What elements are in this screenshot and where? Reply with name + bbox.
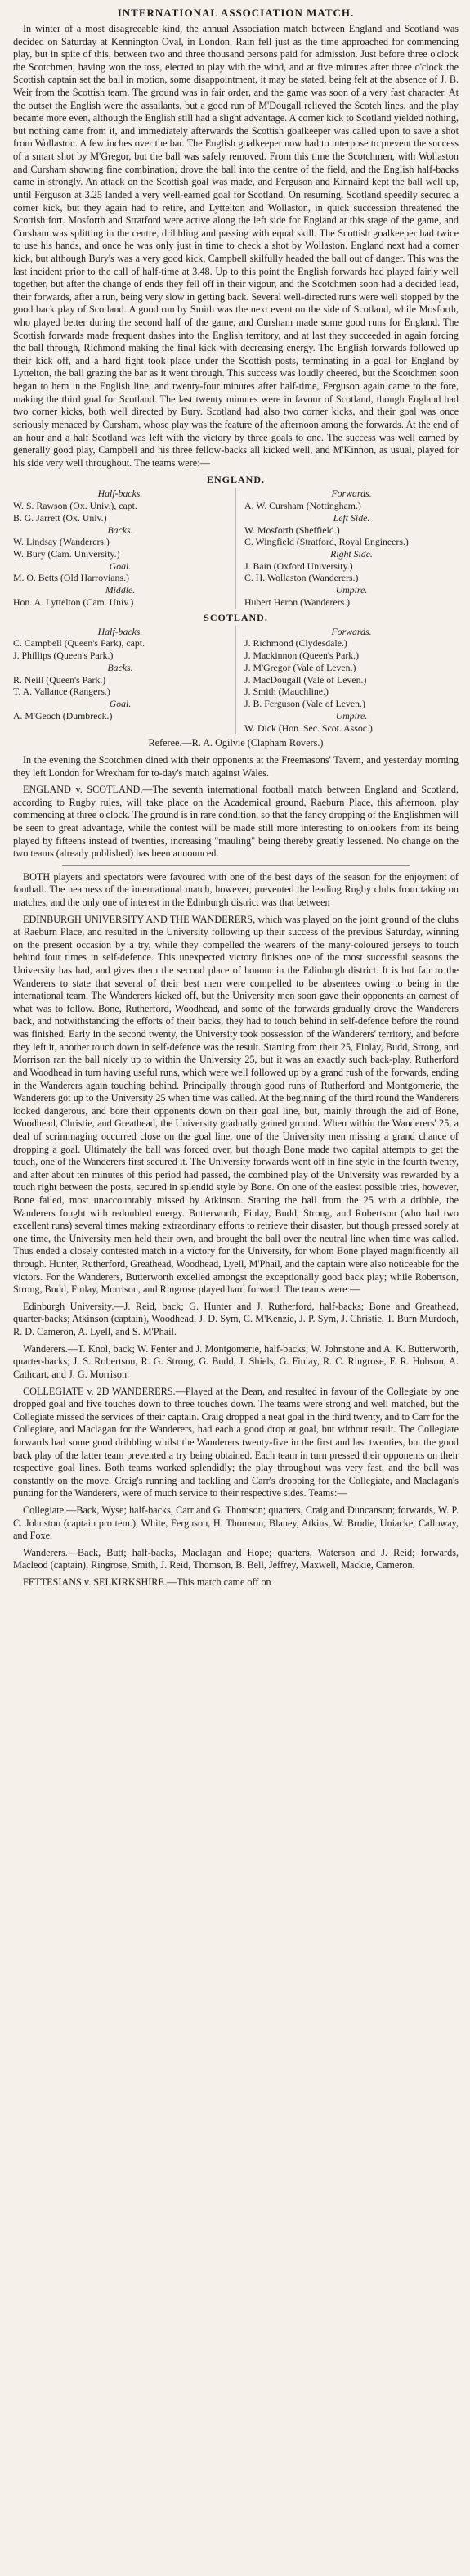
scotland-heading: SCOTLAND.: [204, 611, 268, 623]
lineup-player: M. O. Betts (Old Harrovians.): [13, 572, 129, 584]
england-lineup: [13, 488, 459, 608]
lineup-player: J. MacDougall (Vale of Leven.): [244, 673, 367, 686]
lineup-player: J. M'Gregor (Vale of Leven.): [244, 661, 356, 673]
lineup-position-label: Backs.: [107, 524, 133, 536]
scotland-lineup-left: [13, 626, 235, 735]
lineup-position-label: Goal.: [109, 560, 132, 572]
lineup-player: B. G. Jarrett (Ox. Univ.): [13, 511, 107, 524]
lineup-player: R. Neill (Queen's Park.): [13, 673, 106, 686]
scotland-lineup-right: [235, 626, 459, 735]
lineup-position-label: Left Side.: [333, 511, 370, 524]
lineup-player: J. Bain (Oxford University.): [244, 560, 353, 572]
lineup-position-label: Half-backs.: [97, 625, 143, 637]
lineup-player: A. W. Cursham (Nottingham.): [244, 500, 361, 512]
lineup-position-label: Right Side.: [330, 548, 373, 560]
england-lineup-right: [235, 488, 459, 608]
lineup-player: C. Campbell (Queen's Park), capt.: [13, 637, 145, 650]
lineup-player: J. Phillips (Queen's Park.): [13, 650, 114, 662]
lineup-position-label: Forwards.: [331, 488, 372, 500]
lineup-player: W. Lindsay (Wanderers.): [13, 536, 110, 548]
england-heading: ENGLAND.: [206, 474, 265, 486]
lineup-player: J. Richmond (Clydesdale.): [244, 637, 347, 650]
lineup-position-label: Umpire.: [335, 709, 368, 722]
football-para-4: COLLEGIATE v. 2D WANDERERS.—Played at the Dean, and resulted in favour of the Collegiate by one dropped goal and five touches down to three touches down. The teams were strong and well matched, but the Collegiate missed the services of their captain. Craig dropped a neat goal in the third twenty, and to Carr for the Collegiate, and Maclagan for the Wanderers, had each a good drop at goal, but without result. The Collegiate forwards had some good dribbling whilst the Wanderers twenty-five in the first and last twenties, but the good back play of the latter team prevented a try being obtained. Each team in turn pressed their opponents on their respective goal lines. Both teams worked splendidly; the play throughout was very fast, and the ball was constantly on the move. Craig's running and tackling and Carr's dropping for the Collegiate, and Maclagan's punting for the Wanderers, were of much service to their respective sides. Teams:—: [13, 1385, 459, 1499]
rugby-preview: ENGLAND v. SCOTLAND.—The seventh international football match between England and Scotland, according to Rugby rules, will take place on the Academical ground, Raeburn Place, this afternoon, play commencing at three o'clock. The ground is in rare condition, so that the fancy dropping of the Englishmen will be seen to great advantage, while the contest will be made still more interesting to onlookers from its being played by fifteens instead of twenties, increasing "mauling" being thereby greatly lessened. No change on the two teams (already published) has been announced.: [13, 784, 459, 860]
lineup-player: C. Wingfield (Stratford, Royal Engineers.): [244, 536, 409, 548]
lineup-player: W. Dick (Hon. Sec. Scot. Assoc.): [244, 722, 373, 734]
football-para-5: Collegiate.—Back, Wyse; half-backs, Carr and G. Thomson; quarters, Craig and Duncanson; forwards, W. P. C. Johnston (captain pro tem.), White, Ferguson, H. Thomson, Blaney, Atkins, W. Brodie, Uniacke, Calloway, and Foxe.: [13, 1504, 459, 1542]
football-para-0: BOTH players and spectators were favoured with one of the best days of the season for the enjoyment of football. The nearness of the international match, however, prevented the leading Rugby clubs from taking on matches, and the only one of interest in the Edinburgh district was that between: [13, 870, 459, 908]
lineup-player: C. H. Wollaston (Wanderers.): [244, 572, 359, 584]
lineup-position-label: Backs.: [107, 661, 133, 673]
football-para-7: FETTESIANS v. SELKIRKSHIRE.—This match came off on: [23, 1576, 271, 1589]
football-para-2: Edinburgh University.—J. Reid, back; G. Hunter and J. Rutherford, half-backs; Bone and Greathead, quarter-backs; Atkinson (captain), Woodhead, J. D. Sym, C. M'Kenzie, J. P. Sym, J. Christie, T. Burn Murdoch, R. D. Cameron, A. Lyell, and S. M'Phail.: [13, 1300, 459, 1338]
lineup-position-label: Goal.: [109, 698, 132, 710]
england-lineup-left: [13, 488, 235, 608]
section-divider: [62, 865, 410, 866]
lineup-player: J. Mackinnon (Queen's Park.): [244, 650, 360, 662]
lineup-player: J. B. Ferguson (Vale of Leven.): [244, 698, 365, 710]
lineup-player: W. Bury (Cam. University.): [13, 548, 120, 560]
lineup-player: W. S. Rawson (Ox. Univ.), capt.: [13, 500, 137, 512]
football-para-1: EDINBURGH UNIVERSITY AND THE WANDERERS, which was played on the joint ground of the clubs at Raeburn Place, and resulted in the University following up their success of the previous Saturday, winning on the present occasion by a try, while they compelled the wearers of the many-coloured jerseys to touch behind four times in self-defence. This unexpected victory finishes one of the most successful seasons the University has had, and gives them the second place of honour in the Edinburgh district. It is but fair to the Wanderers to state that several of their best men were compelled to be absentees owing to being in the international team. The Wanderers kicked off, but the University men soon gave their opponents an earnest of what was to follow. Bone, Rutherford, Woodhead, and some of the forwards gradually drove the Wanderers back, and notwithstanding the efforts of their backs, they had to touch behind in self-defence before the round was finished. Early in the second twenty, the University took possession of the Wanderers' territory, and before they left it, another touch down in self-defence was the result. Starting from their 25, Finlay, Budd, Strong, and Morrison ran the ball nicely up to within the University 25, but it was an exactly such back-play, Rutherford and Woodhead in turn having useful runs, which were well followed up by a grand rush of the forwards, ending in the Wanderers again touching behind. Principally through good runs of Rutherford and Montgomerie, the Wanderers got up to the University 25 when time was called. At the beginning of the third round the Wanderers looked dangerous, and bore their opponents down on their goal line, but, mainly through the aid of Bone, Woodhead, Christie, and Greathead, the University gradually gained ground. When within the Wanderers' 25, a deal of scrimmaging occurred close on the goal line, one of the University men missing a grand chance of dropping a goal. Ultimately the ball was forced over, but though Bone made two capital attempts to get the touch, one of the Wanderers first secured it. The University forwards went off in fine style in the fourth twenty, and after about ten minutes of this period had passed, the combined play of the University was rewarded by a touch right between the posts, secured in splendid style by Bone. On one of the easiest possible tries, however, Bone failed, most unaccountably missed by Atkinson. Starting the ball from the 25 with a dribble, the Wanderers fought with redoubled energy. Butterworth, Finlay, Budd, Strong, and Robertson (who had two excellent runs) several times making extraordinary efforts to retrieve their disaster, but though pressed sorely at one time, the University men held their own, and brought the ball over the neutral line when time was called. Thus ended a closely contested match in a victory for the University, for whom Bone played magnificently all through. Hunter, Rutherford, Greathead, Woodhead, Lyell, M'Phail, and the captain were also noticeable for the victors. For the Wanderers, Butterworth excelled amongst the exceptionally good back play; while Robertson, Strong, Budd, Finlay, Morrison, and Ringrose played hard forward. The teams were:—: [13, 913, 459, 1296]
lineup-position-label: Middle.: [105, 584, 136, 596]
lineup-player: Hon. A. Lyttelton (Cam. Univ.): [13, 596, 134, 608]
football-para-6: Wanderers.—Back, Butt; half-backs, Maclagan and Hope; quarters, Waterson and J. Reid; forwards, Macleod (captain), Ringrose, Smith, J. Reid, Thomson, B. Bell, Jeffrey, Maxwell, Mackie, Cameron.: [13, 1546, 459, 1571]
lineup-player: T. A. Vallance (Rangers.): [13, 686, 110, 698]
article-headline: INTERNATIONAL ASSOCIATION MATCH.: [117, 7, 355, 19]
lineup-player: A. M'Geoch (Dumbreck.): [13, 709, 113, 722]
lineup-player: Hubert Heron (Wanderers.): [244, 596, 351, 608]
football-para-3: Wanderers.—T. Knol, back; W. Fenter and J. Montgomerie, half-backs; W. Johnstone and A. K. Butterworth, quarter-backs; J. S. Robertson, R. G. Strong, G. Budd, J. Shiels, G. Finlay, R. C. Ringrose, F. R. Hobson, A. Cathcart, and J. G. Morrison.: [13, 1342, 459, 1380]
lineup-position-label: Half-backs.: [97, 488, 143, 500]
lineup-player: J. Smith (Mauchline.): [244, 686, 329, 698]
referee-line: Referee.—R. A. Ogilvie (Clapham Rovers.): [148, 737, 324, 749]
after-match-note: In the evening the Scotchmen dined with their opponents at the Freemasons' Tavern, and yesterday morning they left London for Wrexham for to-day's match against Wales.: [13, 753, 459, 779]
lineup-position-label: Forwards.: [331, 625, 372, 637]
match-report: In winter of a most disagreeable kind, the annual Association match between England and Scotland was decided on Saturday at Kennington Oval, in London. Rain fell just as the time approached for commencing play, but in spite of this, between two and three thousand persons paid for admission. Just before three o'clock the Scotchmen, having won the toss, elected to play with the wind, and at five minutes after three o'clock the Scottish captain set the ball in motion, some disappointment, it may be stated, being felt at the absence of J. B. Weir from the Scottish team. The ground was in fair order, and the game was soon of a very fast character. At the outset the English were the assailants, but a good run of M'Dougall relieved the Scotch lines, and the play became more even, although the English still had a slight advantage. A corner kick to Scotland yielded nothing, but nothing came from it, and immediately afterwards the Scottish goalkeeper was called upon to save a shot from Wollaston. A few inches over the bar. The English goalkeeper now had to interpose to prevent the success of a smart shot by M'Gregor, but the ball was safely removed. From this time the Scotchmen, with Wollaston and Cursham showing fine combination, drove the ball into the centre of the field, and the English half-backs came in strongly. An attack on the Scottish goal was made, and Ferguson and Kinnaird kept the ball well up, until Ferguson at 3.25 landed a very well-earned goal for Scotland. On resuming, Scotland speedily secured a corner kick, but they again had to retire, and Lyttelton and Wollaston, in quick succession threatened the Scottish fort. Mosforth and Stratford were active along the left side for England at this stage of the game, and Cursham was splitting in the centre, dribbling and passing with equal skill. The Scottish goalkeeper had twice to use his hands, and once he was only just in time to check a shot by Wollaston. England next had a corner kick, but although Bury's was a very good kick, Campbell skilfully headed the ball out of danger. This was the last incident prior to the call of half-time at 3.48. Up to this point the English forwards had played fairly well together, but after the change of ends they fell off in their vigour, and the Scotchmen soon had a decided lead, their forwards, after a run, being very slow in getting back. Several well-directed runs were well stopped by the good back play of Scotland. A good run by Smith was the next event on the side of Scotland, while Mosforth, who played better during the second half of the game, and Cursham made some good runs for England. The Scottish forwards made frequent dashes into the English territory, and at last they succeeded in again forcing the ball through, Richmond making the final kick with decreasing energy. The English forwards followed up their kick off, and a hard fight took place under the Scottish posts, terminating in a goal for England by Lyttelton, the ball grazing the bar as it went through. This success was loudly cheered, but the Scotchmen soon began to hem in the English line, and twenty-four minutes after half-time, Ferguson again came to the fore, making the third goal for Scotland. The last twenty minutes were in favour of Scotland, though England had two corner kicks, both well directed by Bury. Scotland had also two corner kicks, and their goal was once seriously menaced by Cursham, whose play was the feature of the afternoon among the forwards. At the end of an hour and a half Scotland was left with the victory by three goals to one. The success was well earned by generally good play, Campbell and his three fellow-backs all kicked well, and M'Kinnon, as usual, played for his side very well throughout. The teams were:—: [13, 23, 459, 469]
lineup-position-label: Umpire.: [335, 584, 368, 596]
scotland-lineup: [13, 626, 459, 735]
lineup-player: W. Mosforth (Sheffield.): [244, 524, 340, 536]
